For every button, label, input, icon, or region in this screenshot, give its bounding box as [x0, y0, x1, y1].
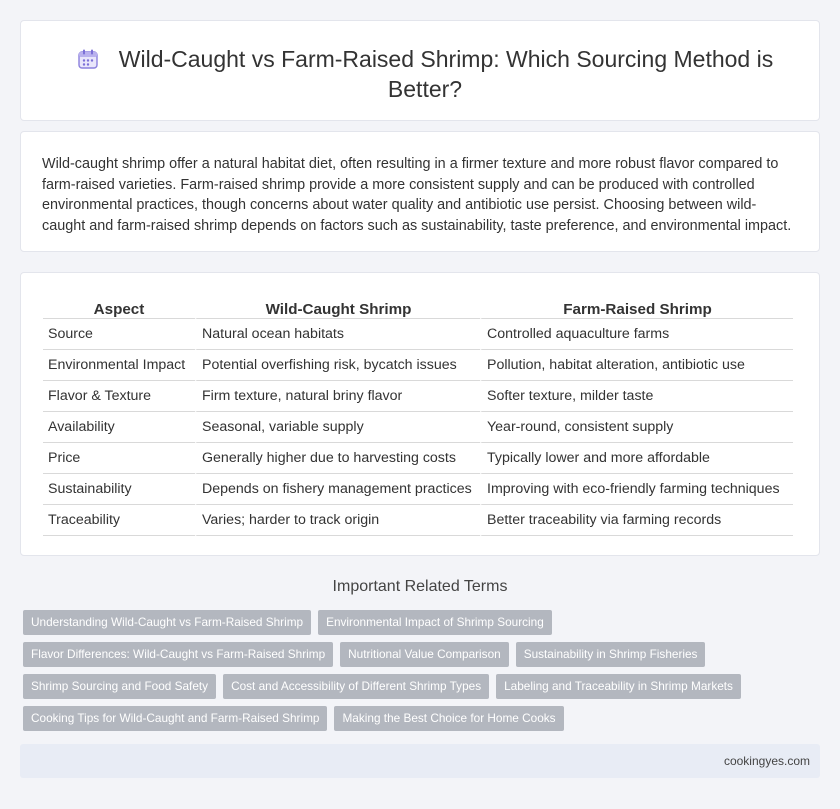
related-term-tag[interactable]: Understanding Wild-Caught vs Farm-Raised Shrimp — [23, 610, 311, 635]
cell-farm: Better traceability via farming records — [480, 505, 793, 536]
table-row — [43, 474, 793, 505]
footer-site-link[interactable]: cookingyes.com — [723, 754, 810, 768]
table-row — [43, 505, 793, 536]
tag-row — [23, 642, 705, 667]
cell-aspect: Flavor & Texture — [43, 381, 195, 412]
tag-row — [23, 674, 741, 699]
related-term-tag[interactable]: Shrimp Sourcing and Food Safety — [23, 674, 216, 699]
cell-wild: Generally higher due to harvesting costs — [195, 443, 480, 474]
related-term-tag[interactable]: Flavor Differences: Wild-Caught vs Farm-Raised Shrimp — [23, 642, 333, 667]
related-term-tag[interactable]: Labeling and Traceability in Shrimp Markets — [496, 674, 741, 699]
cell-aspect: Source — [43, 319, 195, 350]
cell-aspect: Sustainability — [43, 474, 195, 505]
related-term-tag[interactable]: Sustainability in Shrimp Fisheries — [516, 642, 706, 667]
cell-wild: Varies; harder to track origin — [195, 505, 480, 536]
page-title-container — [61, 44, 789, 104]
cell-farm: Typically lower and more affordable — [480, 443, 793, 474]
intro-card — [20, 131, 820, 252]
cell-wild: Firm texture, natural briny flavor — [195, 381, 480, 412]
cell-aspect: Environmental Impact — [43, 350, 195, 381]
cell-farm: Controlled aquaculture farms — [480, 319, 793, 350]
cell-farm: Year-round, consistent supply — [480, 412, 793, 443]
table-row — [43, 443, 793, 474]
cell-farm: Pollution, habitat alteration, antibiotic use — [480, 350, 793, 381]
intro-text: Wild-caught shrimp offer a natural habitat diet, often resulting in a firmer texture and more robust flavor compared to farm-raised varieties. Farm-raised shrimp provide a more consistent supply and can be produced with controlled environmental practices, though concerns about water quality and antibiotic use persist. Choosing between wild-caught and farm-raised shrimp depends on factors such as sustainability, taste preference, and environmental impact. — [42, 156, 792, 234]
cell-aspect: Price — [43, 443, 195, 474]
header-wild-caught: Wild-Caught Shrimp — [195, 295, 480, 319]
page-title: Wild-Caught vs Farm-Raised Shrimp: Which Sourcing Method is Better? — [118, 46, 774, 102]
related-term-tag[interactable]: Making the Best Choice for Home Cooks — [334, 706, 563, 731]
header-farm-raised: Farm-Raised Shrimp — [480, 295, 793, 319]
footer — [20, 744, 820, 778]
table-row — [43, 381, 793, 412]
table-row — [43, 319, 793, 350]
cell-wild: Natural ocean habitats — [195, 319, 480, 350]
cell-wild: Depends on fishery management practices — [195, 474, 480, 505]
related-term-tag[interactable]: Cost and Accessibility of Different Shrimp Types — [223, 674, 489, 699]
table-row — [43, 412, 793, 443]
related-term-tag[interactable]: Cooking Tips for Wild-Caught and Farm-Raised Shrimp — [23, 706, 327, 731]
cell-farm: Improving with eco-friendly farming techniques — [480, 474, 793, 505]
related-term-tag[interactable]: Environmental Impact of Shrimp Sourcing — [318, 610, 552, 635]
related-term-tag[interactable]: Nutritional Value Comparison — [340, 642, 509, 667]
calendar-icon — [77, 48, 99, 70]
comparison-card — [20, 272, 820, 556]
tag-row — [23, 706, 564, 731]
cell-wild: Potential overfishing risk, bycatch issues — [195, 350, 480, 381]
comparison-table — [43, 295, 793, 536]
table-header-row — [43, 295, 793, 319]
header-aspect: Aspect — [43, 295, 195, 319]
cell-aspect: Availability — [43, 412, 195, 443]
cell-wild: Seasonal, variable supply — [195, 412, 480, 443]
related-terms-heading: Important Related Terms — [332, 578, 508, 595]
cell-farm: Softer texture, milder taste — [480, 381, 793, 412]
tag-row — [23, 610, 552, 635]
title-card — [20, 20, 820, 121]
cell-aspect: Traceability — [43, 505, 195, 536]
table-row — [43, 350, 793, 381]
